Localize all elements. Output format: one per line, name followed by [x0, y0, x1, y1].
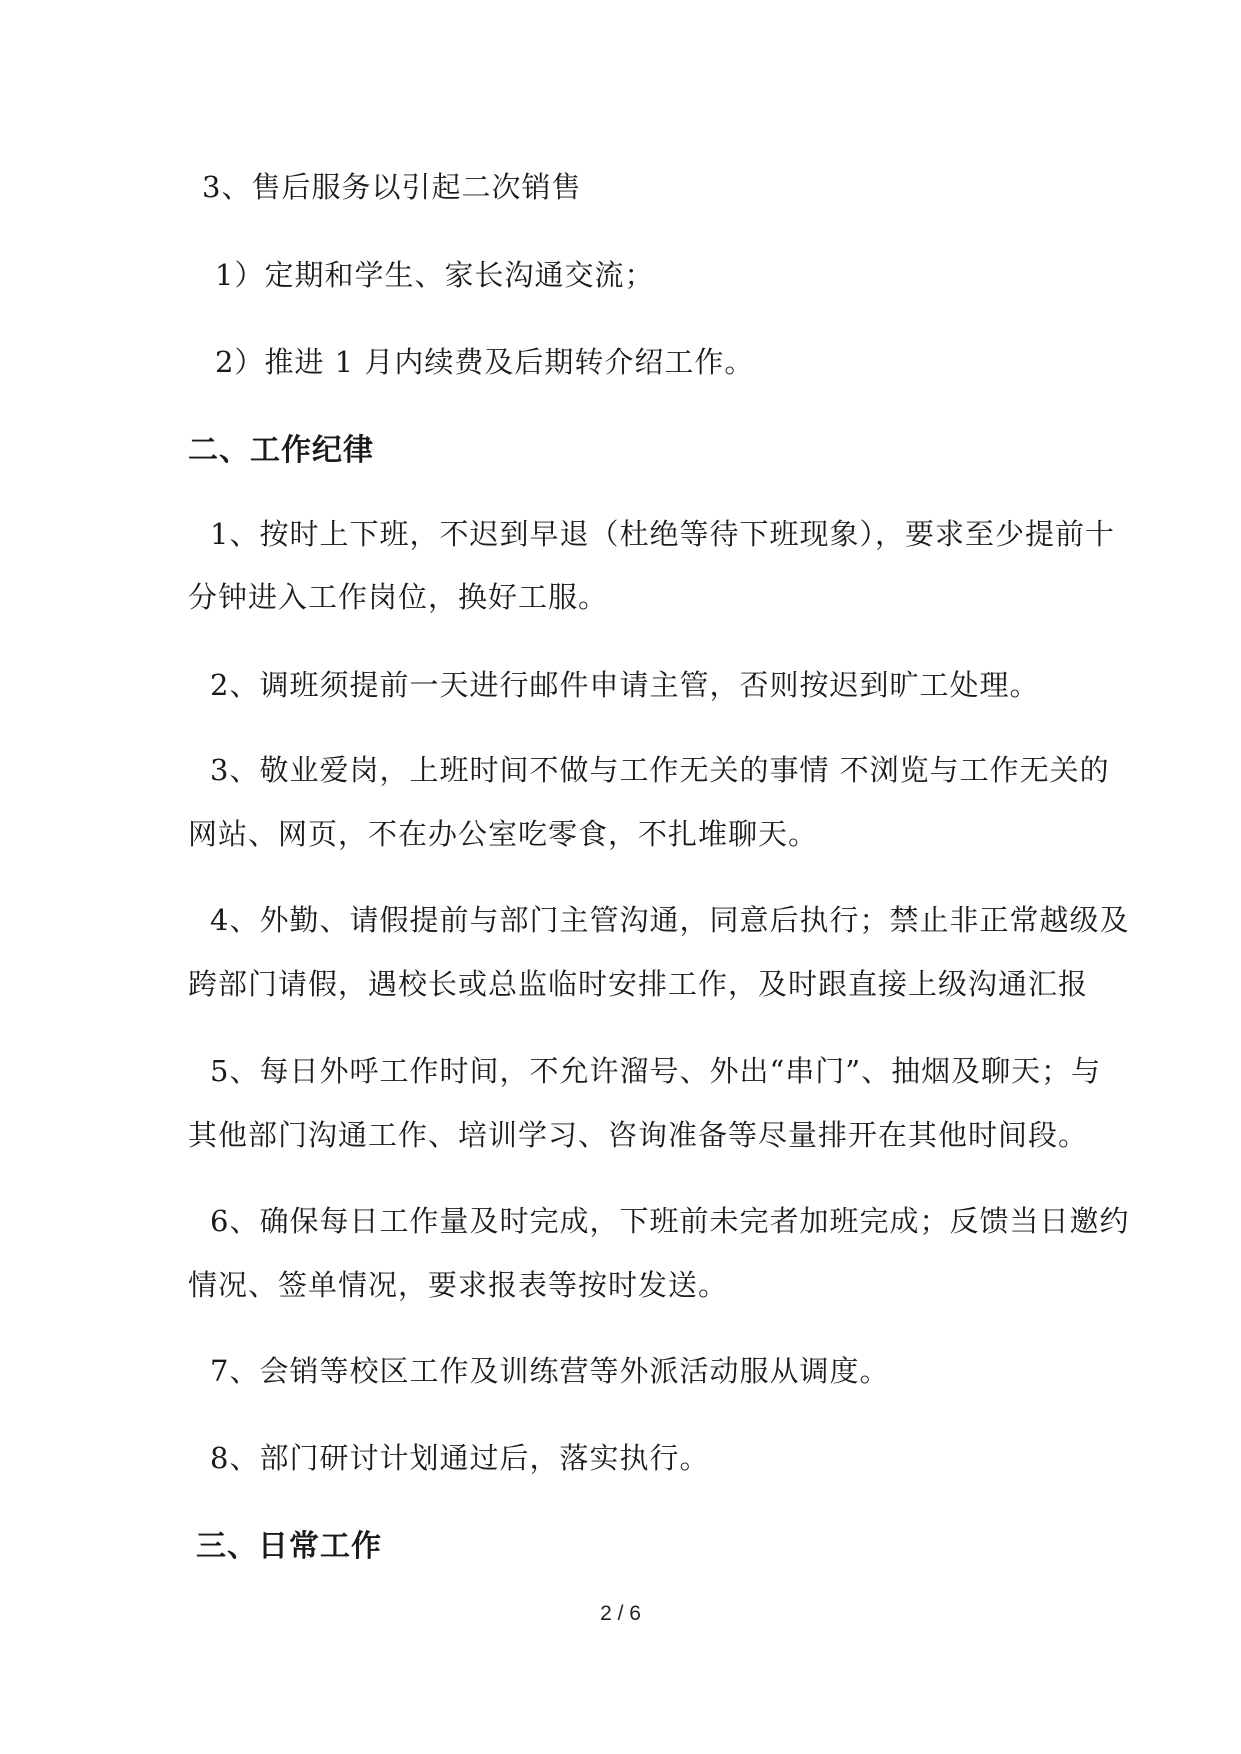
item-3-after-sales: 3、售后服务以引起二次销售	[202, 170, 582, 204]
rule-6-line-1: 6、确保每日工作量及时完成，下班前未完者加班完成；反馈当日邀约	[210, 1204, 1130, 1238]
rule-8: 8、部门研讨计划通过后，落实执行。	[210, 1441, 710, 1475]
rule-7: 7、会销等校区工作及训练营等外派活动服从调度。	[210, 1354, 890, 1388]
rule-4-line-2: 跨部门请假，遇校长或总监临时安排工作，及时跟直接上级沟通汇报	[188, 967, 1089, 1001]
section-heading-daily-work: 三、日常工作	[196, 1529, 382, 1564]
rule-5-line-1: 5、每日外呼工作时间，不允许溜号、外出“串门”、抽烟及聊天；与	[210, 1054, 1102, 1088]
rule-5-line-2: 其他部门沟通工作、培训学习、咨询准备等尽量排开在其他时间段。	[188, 1118, 1089, 1152]
rule-1-line-2: 分钟进入工作岗位，换好工服。	[188, 580, 609, 614]
rule-6-line-2: 情况、签单情况，要求报表等按时发送。	[188, 1268, 729, 1302]
section-heading-work-discipline: 二、工作纪律	[188, 433, 374, 468]
rule-1-line-1: 1、按时上下班，不迟到早退（杜绝等待下班现象），要求至少提前十	[210, 517, 1115, 551]
rule-3-line-1: 3、敬业爱岗，上班时间不做与工作无关的事情 不浏览与工作无关的	[210, 753, 1110, 787]
rule-4-line-1: 4、外勤、请假提前与部门主管沟通，同意后执行；禁止非正常越级及	[210, 903, 1130, 937]
subitem-2-renewal: 2）推进 1 月内续费及后期转介绍工作。	[215, 345, 755, 379]
subitem-1-communication: 1）定期和学生、家长沟通交流；	[215, 258, 655, 292]
page-number: 2 / 6	[600, 1602, 641, 1625]
rule-2: 2、调班须提前一天进行邮件申请主管，否则按迟到旷工处理。	[210, 668, 1040, 702]
rule-3-line-2: 网站、网页，不在办公室吃零食，不扎堆聊天。	[188, 817, 819, 851]
